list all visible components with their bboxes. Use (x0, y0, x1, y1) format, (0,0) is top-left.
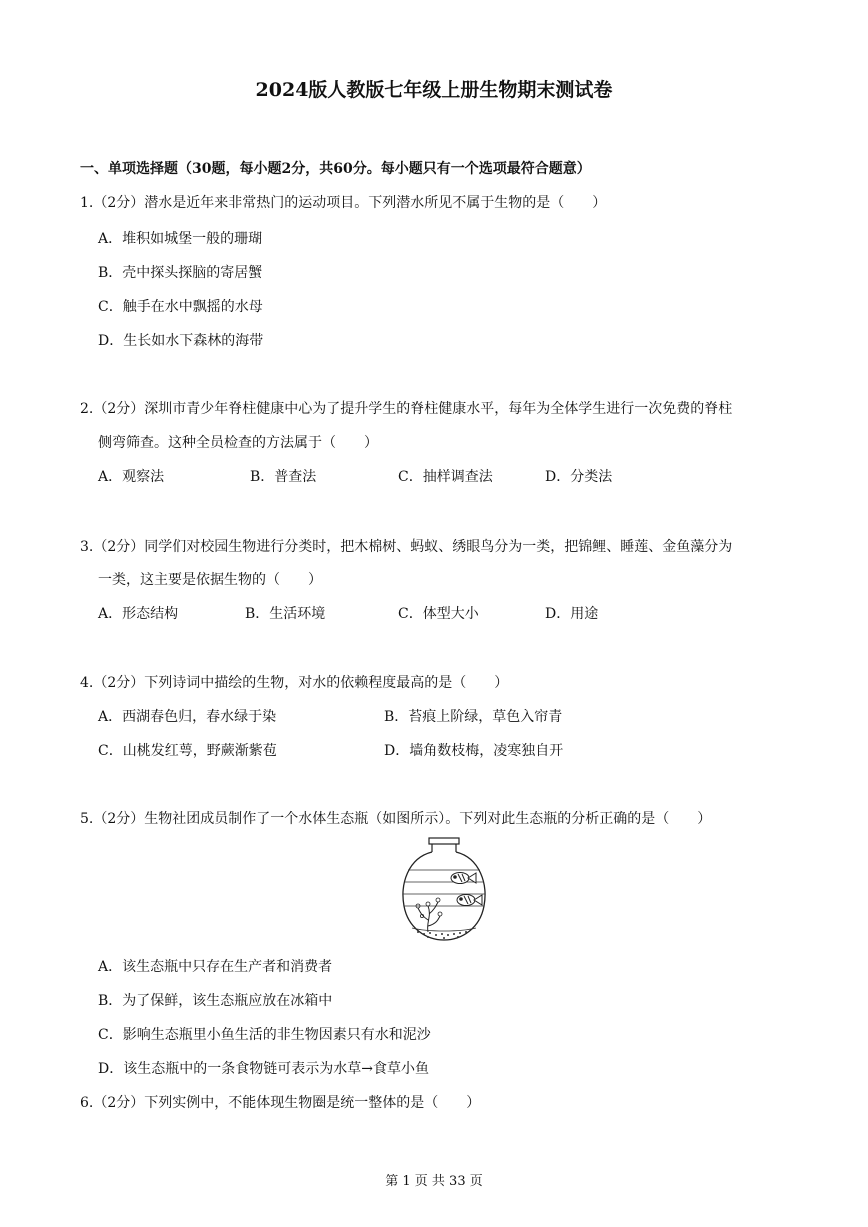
question-6-stem: 6.（2分）下列实例中，不能体现生物圈是统一整体的是（ ） (80, 1095, 481, 1111)
question-5-option-d[interactable]: D．该生态瓶中的一条食物链可表示为水草→食草小鱼 (98, 1061, 429, 1077)
question-2-stem: 2.（2分）深圳市青少年脊柱健康中心为了提升学生的脊柱健康水平，每年为全体学生进行一次免费的脊柱 (80, 401, 733, 417)
page-footer: 第 1 页 共 33 页 (385, 1174, 483, 1189)
question-3-option-d[interactable]: D．用途 (545, 606, 599, 622)
question-1-option-c[interactable]: C．触手在水中飘摇的水母 (98, 299, 263, 315)
section-heading: 一、单项选择题（30题，每小题2分，共60分。每小题只有一个选项最符合题意） (80, 161, 591, 177)
question-2-stem-continued: 侧弯筛查。这种全员检查的方法属于（ ） (98, 435, 378, 451)
question-2-option-c[interactable]: C．抽样调查法 (398, 469, 493, 485)
question-2-option-b[interactable]: B．普查法 (250, 469, 317, 485)
question-5-option-c[interactable]: C．影响生态瓶里小鱼生活的非生物因素只有水和泥沙 (98, 1027, 431, 1043)
question-1-option-a[interactable]: A．堆积如城堡一般的珊瑚 (98, 231, 263, 247)
question-5-stem: 5.（2分）生物社团成员制作了一个水体生态瓶（如图所示）。下列对此生态瓶的分析正确的是（ ） (80, 811, 712, 827)
question-4-option-d[interactable]: D．墙角数枝梅，凌寒独自开 (384, 743, 564, 759)
page-title: 2024版人教版七年级上册生物期末测试卷 (255, 79, 613, 101)
question-4-stem: 4.（2分）下列诗词中描绘的生物，对水的依赖程度最高的是（ ） (80, 675, 509, 691)
question-3-stem-continued: 一类，这主要是依据生物的（ ） (98, 572, 322, 588)
ecological-bottle-figure (398, 836, 490, 944)
question-2-option-d[interactable]: D．分类法 (545, 469, 613, 485)
question-5-option-a[interactable]: A．该生态瓶中只存在生产者和消费者 (98, 959, 333, 975)
question-4-option-b[interactable]: B．苔痕上阶绿，草色入帘青 (384, 709, 563, 725)
question-1-stem: 1.（2分）潜水是近年来非常热门的运动项目。下列潜水所见不属于生物的是（ ） (80, 195, 607, 211)
question-4-option-c[interactable]: C．山桃发红萼，野蕨渐紫苞 (98, 743, 277, 759)
question-1-option-d[interactable]: D．生长如水下森林的海带 (98, 333, 264, 349)
question-1-option-b[interactable]: B．壳中探头探脑的寄居蟹 (98, 265, 263, 281)
question-4-option-a[interactable]: A．西湖春色归，春水绿于染 (98, 709, 277, 725)
question-3-option-c[interactable]: C．体型大小 (398, 606, 479, 622)
question-2-option-a[interactable]: A．观察法 (98, 469, 165, 485)
question-3-option-b[interactable]: B．生活环境 (245, 606, 326, 622)
question-5-option-b[interactable]: B．为了保鲜，该生态瓶应放在冰箱中 (98, 993, 333, 1009)
question-3-stem: 3.（2分）同学们对校园生物进行分类时，把木棉树、蚂蚁、绣眼鸟分为一类，把锦鲤、睡莲、金鱼藻分为 (80, 539, 733, 555)
question-3-option-a[interactable]: A．形态结构 (98, 606, 179, 622)
